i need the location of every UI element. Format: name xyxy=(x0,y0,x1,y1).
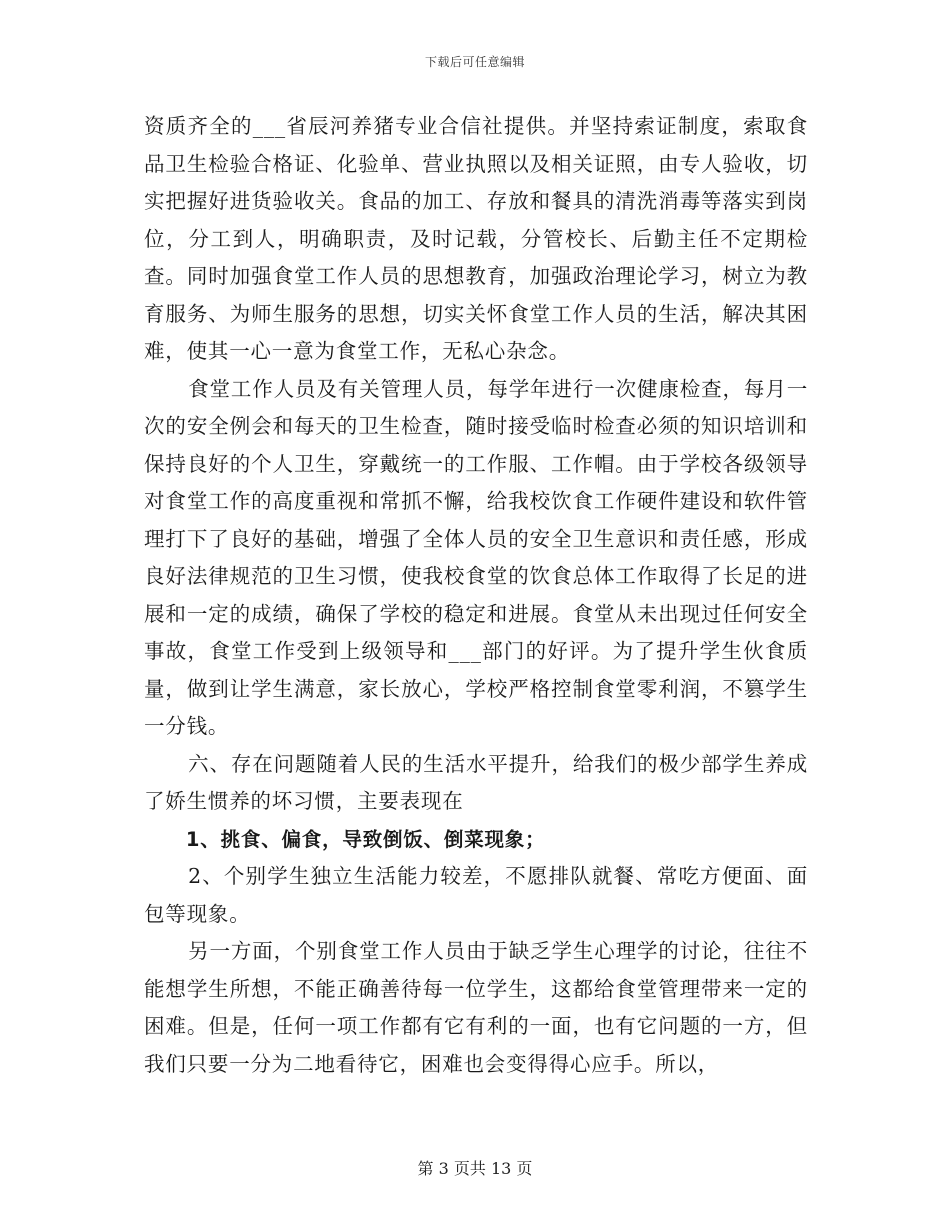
page-header-note: 下载后可任意编辑 xyxy=(424,55,525,69)
page-footer-number: 第 3 页共 13 页 xyxy=(417,1159,533,1178)
paragraph-staff-health: 食堂工作人员及有关管理人员，每学年进行一次健康检查，每月一次的安全例会和每天的卫生检查，随时接受临时检查必须的知识培训和保持良好的个人卫生，穿戴统一的工作服、工作帽。由于学校各级领导对食堂工作的高度重视和常抓不懈，给我校饮食工作硬件建设和软件管理打下了良好的基础，增强了全体人员的安全卫生意识和责任感，形成良好法律规范的卫生习惯，使我校食堂的饮食总体工作取得了长足的进展和一定的成绩，确保了学校的稳定和进展。食堂从未出现过任何安全事故，食堂工作受到上级领导和___部门的好评。为了提升学生伙食质量，做到让学生满意，家长放心，学校严格控制食堂零利润，不篡学生一分钱。 xyxy=(144,376,808,738)
paragraph-item-1: 1、挑食、偏食，导致倒饭、倒菜现象； xyxy=(185,827,546,851)
document-body xyxy=(144,108,808,1083)
paragraph-item-2: 2、个别学生独立生活能力较差，不愿排队就餐、常吃方便面、面包等现象。 xyxy=(144,864,808,926)
paragraph-procurement: 资质齐全的___省辰河养猪专业合信社提供。并坚持索证制度，索取食品卫生检验合格证、化验单、营业执照以及相关证照，由专人验收，切实把握好进货验收关。食品的加工、存放和餐具的清洗消毒等落实到岗位，分工到人，明确职责，及时记载，分管校长、后勤主任不定期检查。同时加强食堂工作人员的思想教育，加强政治理论学习，树立为教育服务、为师生服务的思想，切实关怀食堂工作人员的生活，解决其困难，使其一心一意为食堂工作，无私心杂念。 xyxy=(144,114,808,363)
paragraph-problems: 六、存在问题随着人民的生活水平提升，给我们的极少部学生养成了娇生惯养的坏习惯，主要表现在 xyxy=(144,751,808,813)
paragraph-other-aspect: 另一方面，个别食堂工作人员由于缺乏学生心理学的讨论，往往不能想学生所想，不能正确善待每一位学生，这都给食堂管理带来一定的困难。但是，任何一项工作都有它有利的一面，也有它问题的一方，但我们只要一分为二地看待它，困难也会变得得心应手。所以， xyxy=(144,939,808,1076)
